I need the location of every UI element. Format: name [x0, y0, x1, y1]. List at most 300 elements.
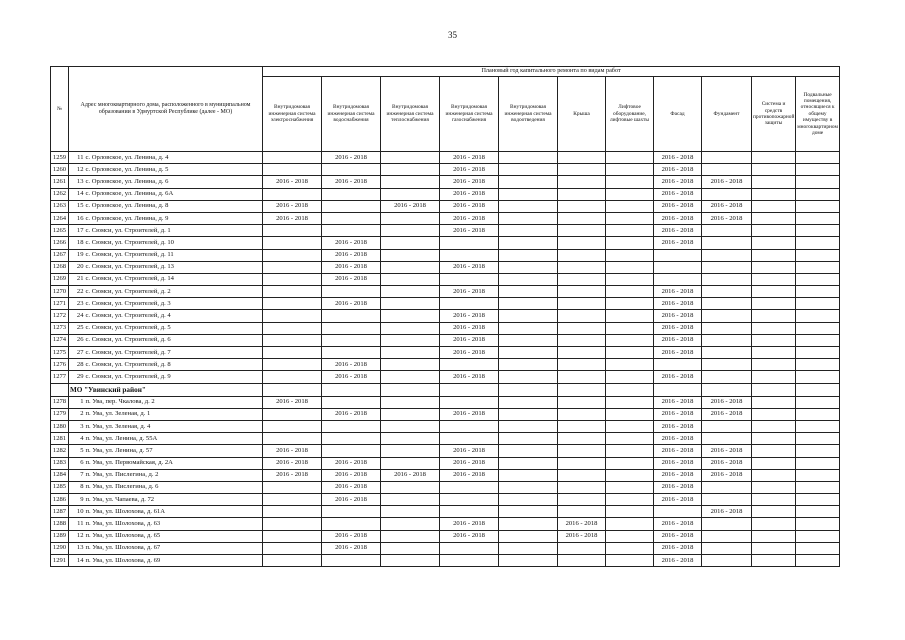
row-address: п. Ува, ул. Чапаева, д. 72	[85, 494, 263, 506]
row-value: 2016 - 2018	[654, 433, 702, 445]
table-row	[51, 445, 840, 457]
row-value	[606, 494, 654, 506]
row-value	[499, 555, 558, 567]
row-value: 2016 - 2018	[322, 408, 381, 420]
row-value	[263, 555, 322, 567]
row-value	[263, 347, 322, 359]
row-value	[381, 530, 440, 542]
table-row	[51, 286, 840, 298]
row-number: 1261	[51, 176, 69, 188]
row-value	[752, 481, 796, 493]
row-value	[322, 212, 381, 224]
row-value	[499, 481, 558, 493]
row-value: 2016 - 2018	[654, 408, 702, 420]
row-value	[606, 176, 654, 188]
row-seq: 22	[69, 286, 85, 298]
row-value	[702, 310, 752, 322]
table-row	[51, 359, 840, 371]
row-value	[796, 408, 840, 420]
table-row	[51, 273, 840, 285]
row-value	[263, 420, 322, 432]
row-value	[558, 334, 606, 346]
row-value	[558, 396, 606, 408]
row-value	[558, 457, 606, 469]
row-value	[499, 420, 558, 432]
row-value	[263, 371, 322, 383]
row-value	[796, 396, 840, 408]
row-number: 1284	[51, 469, 69, 481]
row-value	[796, 249, 840, 261]
row-value	[499, 249, 558, 261]
row-value: 2016 - 2018	[654, 310, 702, 322]
row-value: 2016 - 2018	[440, 286, 499, 298]
row-value: 2016 - 2018	[440, 188, 499, 200]
row-value	[499, 188, 558, 200]
row-value	[752, 542, 796, 554]
row-value	[702, 494, 752, 506]
row-value	[381, 506, 440, 518]
row-value	[381, 152, 440, 164]
row-value: 2016 - 2018	[702, 469, 752, 481]
row-seq: 25	[69, 322, 85, 334]
row-value	[606, 530, 654, 542]
row-number: 1264	[51, 212, 69, 224]
row-value	[558, 286, 606, 298]
row-value	[263, 237, 322, 249]
row-value: 2016 - 2018	[263, 469, 322, 481]
row-value	[381, 188, 440, 200]
row-value	[263, 152, 322, 164]
row-value	[263, 310, 322, 322]
header-col: Фундамент	[702, 77, 752, 152]
row-value	[499, 506, 558, 518]
row-value	[606, 542, 654, 554]
row-value: 2016 - 2018	[263, 212, 322, 224]
row-value	[752, 359, 796, 371]
row-address: с. Сюмси, ул. Строителей, д. 1	[85, 225, 263, 237]
row-value	[796, 518, 840, 530]
row-value	[752, 249, 796, 261]
row-value: 2016 - 2018	[263, 200, 322, 212]
row-value: 2016 - 2018	[440, 322, 499, 334]
table-row	[51, 237, 840, 249]
row-value: 2016 - 2018	[654, 200, 702, 212]
row-value: 2016 - 2018	[702, 200, 752, 212]
row-value: 2016 - 2018	[440, 518, 499, 530]
row-value	[499, 225, 558, 237]
row-value	[558, 433, 606, 445]
row-value	[263, 408, 322, 420]
row-value	[263, 298, 322, 310]
row-value	[499, 273, 558, 285]
table-row	[51, 420, 840, 432]
row-value	[796, 188, 840, 200]
group-row-blank	[702, 383, 752, 396]
row-value	[263, 359, 322, 371]
row-value	[702, 542, 752, 554]
row-value	[381, 494, 440, 506]
row-value	[796, 322, 840, 334]
row-value	[752, 494, 796, 506]
row-seq: 27	[69, 347, 85, 359]
row-value	[440, 396, 499, 408]
row-value	[381, 542, 440, 554]
row-value	[381, 164, 440, 176]
row-value	[752, 433, 796, 445]
row-value: 2016 - 2018	[654, 481, 702, 493]
row-value	[752, 298, 796, 310]
row-value	[752, 261, 796, 273]
row-seq: 11	[69, 152, 85, 164]
row-value	[558, 359, 606, 371]
row-value	[752, 237, 796, 249]
group-row-blank	[796, 383, 840, 396]
row-value	[558, 542, 606, 554]
table-row	[51, 555, 840, 567]
row-value: 2016 - 2018	[440, 347, 499, 359]
row-seq: 5	[69, 445, 85, 457]
row-value	[606, 298, 654, 310]
row-number: 1276	[51, 359, 69, 371]
row-value: 2016 - 2018	[440, 469, 499, 481]
row-value	[558, 225, 606, 237]
row-value	[381, 225, 440, 237]
row-value	[499, 347, 558, 359]
row-value	[558, 506, 606, 518]
row-address: с. Сюмси, ул. Строителей, д. 13	[85, 261, 263, 273]
row-value	[263, 273, 322, 285]
table-row	[51, 322, 840, 334]
table-row	[51, 310, 840, 322]
row-value	[796, 555, 840, 567]
row-value	[558, 237, 606, 249]
row-seq: 17	[69, 225, 85, 237]
row-value	[558, 249, 606, 261]
row-address: п. Ува, ул. Зеленая, д. 4	[85, 420, 263, 432]
row-value	[702, 334, 752, 346]
row-value	[440, 494, 499, 506]
row-seq: 19	[69, 249, 85, 261]
row-value	[322, 322, 381, 334]
row-value	[263, 322, 322, 334]
header-col: Фасад	[654, 77, 702, 152]
row-value	[702, 164, 752, 176]
row-value	[558, 152, 606, 164]
table-row	[51, 408, 840, 420]
table-row	[51, 371, 840, 383]
row-value: 2016 - 2018	[654, 347, 702, 359]
row-value	[499, 176, 558, 188]
row-value	[606, 188, 654, 200]
row-value	[796, 506, 840, 518]
row-value	[381, 212, 440, 224]
row-value	[702, 518, 752, 530]
row-value: 2016 - 2018	[381, 200, 440, 212]
row-value	[499, 371, 558, 383]
row-value	[606, 371, 654, 383]
row-value	[499, 518, 558, 530]
row-value: 2016 - 2018	[440, 164, 499, 176]
row-value	[796, 152, 840, 164]
row-value	[381, 433, 440, 445]
row-value	[381, 237, 440, 249]
row-value: 2016 - 2018	[263, 396, 322, 408]
row-address: с. Сюмси, ул. Строителей, д. 5	[85, 322, 263, 334]
row-value	[752, 225, 796, 237]
table-row	[51, 249, 840, 261]
row-value	[752, 310, 796, 322]
row-seq: 18	[69, 237, 85, 249]
row-address: с. Сюмси, ул. Строителей, д. 2	[85, 286, 263, 298]
table-row	[51, 164, 840, 176]
row-value	[558, 469, 606, 481]
row-value	[440, 555, 499, 567]
row-value: 2016 - 2018	[263, 457, 322, 469]
row-seq: 9	[69, 494, 85, 506]
row-number: 1270	[51, 286, 69, 298]
row-value	[499, 396, 558, 408]
row-value	[381, 347, 440, 359]
row-number: 1279	[51, 408, 69, 420]
row-value	[381, 261, 440, 273]
row-value	[499, 542, 558, 554]
row-address: п. Ува, ул. Пислегина, д. 6	[85, 481, 263, 493]
group-row-blank	[263, 383, 322, 396]
row-address: п. Ува, ул. Пислегина, д. 2	[85, 469, 263, 481]
group-row-blank	[322, 383, 381, 396]
row-value	[606, 310, 654, 322]
table-row	[51, 506, 840, 518]
row-value: 2016 - 2018	[322, 261, 381, 273]
row-seq: 20	[69, 261, 85, 273]
row-value: 2016 - 2018	[440, 152, 499, 164]
row-value	[702, 359, 752, 371]
row-value	[702, 347, 752, 359]
row-value: 2016 - 2018	[322, 152, 381, 164]
row-value	[499, 494, 558, 506]
row-value	[606, 225, 654, 237]
row-value: 2016 - 2018	[654, 420, 702, 432]
row-value: 2016 - 2018	[654, 176, 702, 188]
row-address: п. Ува, ул. Шолохова, д. 69	[85, 555, 263, 567]
row-value: 2016 - 2018	[322, 542, 381, 554]
row-value	[752, 530, 796, 542]
row-value	[796, 176, 840, 188]
row-value: 2016 - 2018	[322, 481, 381, 493]
row-value	[381, 249, 440, 261]
row-address: с. Сюмси, ул. Строителей, д. 7	[85, 347, 263, 359]
row-address: с. Сюмси, ул. Строителей, д. 11	[85, 249, 263, 261]
row-value: 2016 - 2018	[654, 457, 702, 469]
row-value	[796, 420, 840, 432]
row-value	[263, 164, 322, 176]
row-address: с. Сюмси, ул. Строителей, д. 9	[85, 371, 263, 383]
row-value	[606, 237, 654, 249]
row-value	[796, 261, 840, 273]
row-value	[558, 176, 606, 188]
row-value: 2016 - 2018	[654, 494, 702, 506]
row-value	[322, 164, 381, 176]
row-address: п. Ува, ул. Ленина, д. 57	[85, 445, 263, 457]
row-value: 2016 - 2018	[381, 469, 440, 481]
row-seq: 12	[69, 164, 85, 176]
row-value	[752, 506, 796, 518]
row-value	[440, 237, 499, 249]
row-value	[263, 334, 322, 346]
row-value	[322, 347, 381, 359]
row-seq: 21	[69, 273, 85, 285]
row-value	[499, 152, 558, 164]
row-seq: 26	[69, 334, 85, 346]
row-value	[558, 322, 606, 334]
table-row	[51, 298, 840, 310]
header-address: Адрес многоквартирного дома, расположенного в муниципальном образовании в Удмуртской Республике (далее - МО)	[69, 67, 263, 152]
row-value: 2016 - 2018	[654, 445, 702, 457]
row-value: 2016 - 2018	[322, 273, 381, 285]
table-row	[51, 396, 840, 408]
row-value	[796, 469, 840, 481]
row-value	[499, 359, 558, 371]
row-value	[752, 445, 796, 457]
row-value	[558, 408, 606, 420]
row-value: 2016 - 2018	[654, 371, 702, 383]
row-value	[702, 273, 752, 285]
row-value	[263, 506, 322, 518]
row-number: 1288	[51, 518, 69, 530]
row-value: 2016 - 2018	[440, 457, 499, 469]
row-value	[752, 347, 796, 359]
row-value	[263, 542, 322, 554]
row-value: 2016 - 2018	[654, 237, 702, 249]
row-value	[796, 212, 840, 224]
row-number: 1268	[51, 261, 69, 273]
header-col: Внутридомовая инженерная система электроснабжения	[263, 77, 322, 152]
row-value	[322, 286, 381, 298]
row-address: с. Сюмси, ул. Строителей, д. 4	[85, 310, 263, 322]
row-value	[263, 249, 322, 261]
group-title: МО "Увинский район"	[69, 383, 263, 396]
table-row	[51, 494, 840, 506]
row-value	[322, 445, 381, 457]
row-value: 2016 - 2018	[440, 371, 499, 383]
row-value: 2016 - 2018	[558, 530, 606, 542]
group-row-blank	[499, 383, 558, 396]
row-number: 1263	[51, 200, 69, 212]
header-no: №	[51, 67, 69, 152]
row-value: 2016 - 2018	[654, 396, 702, 408]
row-value: 2016 - 2018	[654, 286, 702, 298]
row-value	[606, 420, 654, 432]
row-value	[606, 555, 654, 567]
row-number: 1267	[51, 249, 69, 261]
header-col: Внутридомовая инженерная система водоотведения	[499, 77, 558, 152]
row-value	[752, 273, 796, 285]
row-value	[702, 433, 752, 445]
row-number: 1287	[51, 506, 69, 518]
table-row	[51, 457, 840, 469]
row-value	[499, 469, 558, 481]
row-value	[702, 298, 752, 310]
row-value	[796, 298, 840, 310]
header-col: Подвальные помещения, относящиеся к общему имуществу в многоквартирном доме	[796, 77, 840, 152]
row-value	[752, 286, 796, 298]
row-value	[558, 273, 606, 285]
row-number: 1271	[51, 298, 69, 310]
row-value: 2016 - 2018	[654, 469, 702, 481]
row-value	[702, 249, 752, 261]
capital-repair-table	[50, 66, 840, 567]
row-value	[752, 212, 796, 224]
row-value	[381, 334, 440, 346]
header-col: Лифтовое оборудование, лифтовые шахты	[606, 77, 654, 152]
row-value	[322, 420, 381, 432]
row-value	[263, 188, 322, 200]
row-number: 1282	[51, 445, 69, 457]
row-seq: 13	[69, 176, 85, 188]
row-value	[322, 225, 381, 237]
row-value	[381, 322, 440, 334]
row-value	[381, 408, 440, 420]
row-address: п. Ува, ул. Шолохова, д. 67	[85, 542, 263, 554]
row-value: 2016 - 2018	[702, 176, 752, 188]
row-number: 1291	[51, 555, 69, 567]
row-value	[752, 152, 796, 164]
table-row	[51, 433, 840, 445]
row-value	[558, 445, 606, 457]
group-row	[51, 383, 840, 396]
row-value	[322, 555, 381, 567]
page-number: 35	[448, 30, 457, 40]
row-address: с. Сюмси, ул. Строителей, д. 6	[85, 334, 263, 346]
row-value: 2016 - 2018	[322, 457, 381, 469]
table-row	[51, 176, 840, 188]
header-work-types: Плановый год капитального ремонта по видам работ	[263, 67, 840, 77]
row-number: 1269	[51, 273, 69, 285]
row-value: 2016 - 2018	[654, 188, 702, 200]
row-address: п. Ува, ул. Шолохова, д. 63	[85, 518, 263, 530]
row-value	[381, 310, 440, 322]
table-row	[51, 347, 840, 359]
row-value	[752, 322, 796, 334]
row-value	[606, 212, 654, 224]
row-value	[381, 420, 440, 432]
row-value	[606, 152, 654, 164]
row-value	[558, 261, 606, 273]
row-address: п. Ува, ул. Шолохова, д. 61А	[85, 506, 263, 518]
row-value	[322, 334, 381, 346]
row-value	[499, 457, 558, 469]
row-address: с. Сюмси, ул. Строителей, д. 8	[85, 359, 263, 371]
row-value	[263, 286, 322, 298]
row-value	[499, 164, 558, 176]
row-value	[606, 469, 654, 481]
row-seq: 14	[69, 555, 85, 567]
row-value: 2016 - 2018	[702, 396, 752, 408]
row-number: 1262	[51, 188, 69, 200]
row-value	[796, 445, 840, 457]
row-value	[606, 273, 654, 285]
row-value	[558, 200, 606, 212]
row-value: 2016 - 2018	[654, 334, 702, 346]
row-seq: 24	[69, 310, 85, 322]
row-value	[752, 371, 796, 383]
row-value	[606, 249, 654, 261]
row-number: 1289	[51, 530, 69, 542]
row-value	[322, 188, 381, 200]
row-number: 1281	[51, 433, 69, 445]
row-value: 2016 - 2018	[322, 469, 381, 481]
table-row	[51, 530, 840, 542]
